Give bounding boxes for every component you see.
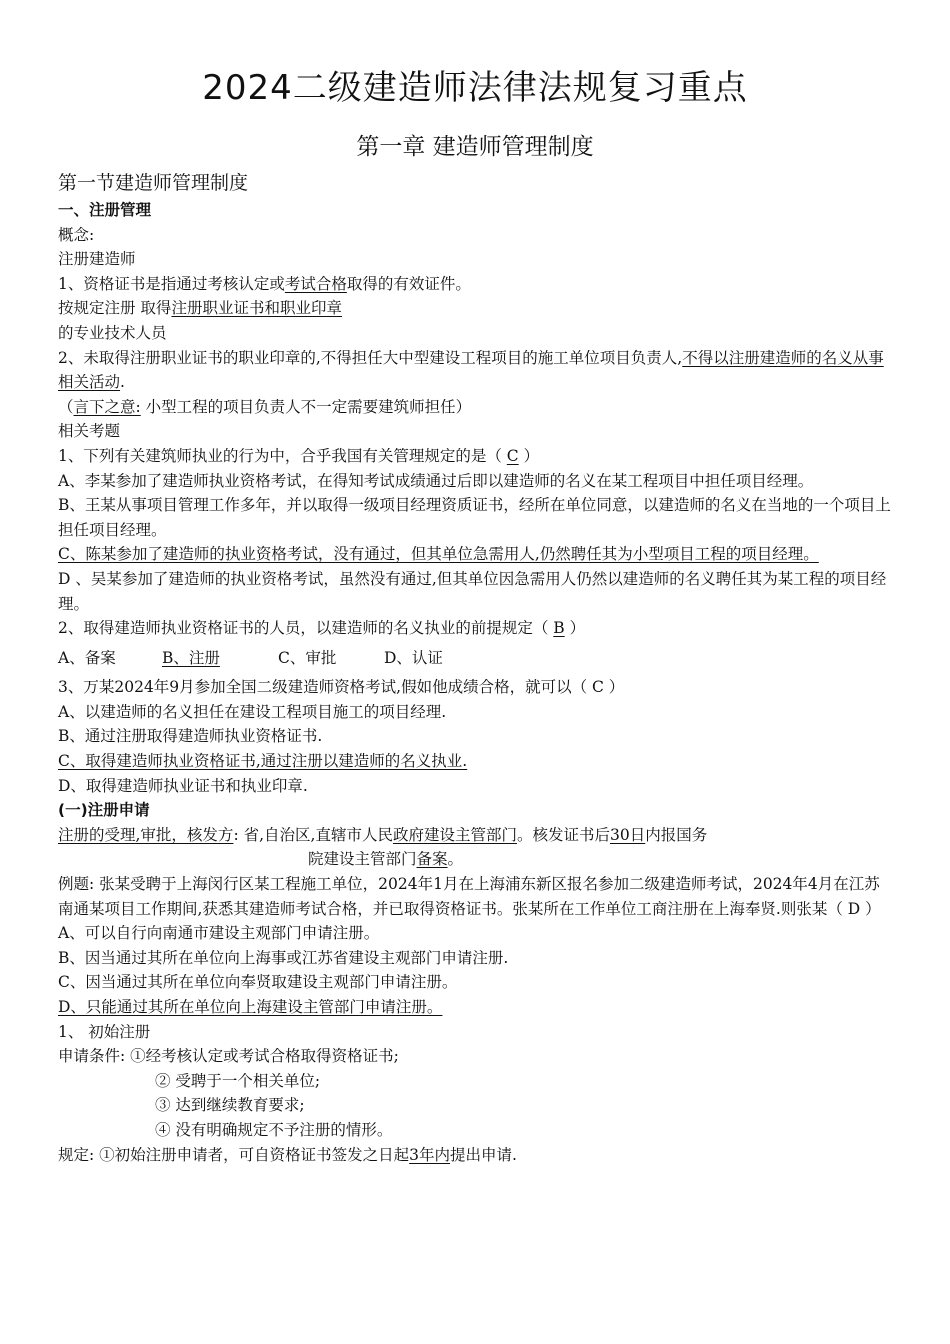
condition-4: ④ 没有明确规定不予注册的情形。: [155, 1120, 393, 1139]
chapter-heading: 第一章 建造师管理制度: [356, 134, 594, 160]
registration-rule: [58, 823, 894, 848]
question-3-option-c: C、取得建造师执业资格证书,通过注册以建造师的名义执业.: [58, 752, 468, 771]
text: 2、未取得注册职业证书的职业印章的,不得担任大中型建设工程项目的施工单位项目负责人,: [58, 348, 683, 367]
example-option-a: A、可以自行向南通市建设主观部门申请注册。: [58, 924, 380, 943]
question-1-option-c: C、陈某参加了建造师的执业资格考试，没有通过，但其单位急需用人,仍然聘任其为小型项目工程的项目经理。: [58, 545, 819, 564]
underlined-text: 备案: [416, 850, 448, 869]
text: 规定: ①初始注册申请者，可自资格证书签发之日起: [58, 1145, 410, 1164]
text: （: [58, 397, 74, 416]
underlined-text: 考试合格: [284, 274, 347, 293]
concept-term: 注册建造师: [58, 250, 136, 269]
text: 按规定注册 取得: [58, 299, 172, 318]
underlined-text: 注册的受理,审批，核发方: [58, 825, 234, 844]
condition-label: 申请条件:: [58, 1047, 131, 1066]
question-1-option-b: B、王某从事项目管理工作多年，并以取得一级项目经理资质证书，经所在单位同意，以建造师的名义在当地的一个项目上担任项目经理。: [58, 496, 891, 539]
text: 。核发证书后: [516, 825, 610, 844]
option-a: A、备案: [58, 648, 116, 667]
question-1-stem: [58, 444, 894, 469]
text: 内报国务: [645, 825, 708, 844]
text: 取得的有效证件。: [346, 274, 471, 293]
document-title: 2024二级建造师法律法规复习重点: [202, 68, 748, 108]
subsection-heading: 一、注册管理: [58, 201, 152, 219]
answer: C: [506, 446, 519, 465]
example-stem: 例题: 张某受聘于上海闵行区某工程施工单位，2024年1月在上海浦东新区报名参加二级建造师考试，2024年4月在江苏南通某项目工作期间,获悉其建造师考试合格，并已取得资格证书。张某所在工作单位工商注册在上海奉贤.则张某（ D ）: [58, 875, 881, 918]
paragraph-2: [58, 296, 894, 321]
paragraph-1: [58, 272, 894, 297]
paragraph-5: [58, 395, 894, 420]
underlined-text: 30日: [609, 825, 646, 844]
text: : 省,自治区,直辖市人民: [233, 825, 393, 844]
paragraph-3: 的专业技术人员: [58, 323, 167, 342]
question-1-option-a: A、李某参加了建造师执业资格考试，在得知考试成绩通过后即以建造师的名义在某工程项目中担任项目经理。: [58, 471, 814, 490]
text: 院建设主管部门: [308, 850, 417, 869]
concept-label: 概念:: [58, 225, 95, 244]
question-2-stem: [58, 616, 894, 641]
text: .: [120, 373, 125, 392]
text: 2、取得建造师执业资格证书的人员，以建造师的名义执业的前提规定（: [58, 619, 554, 638]
example-option-c: C、因当通过其所在单位向奉贤取建设主观部门申请注册。: [58, 973, 458, 992]
text: 。: [447, 850, 464, 869]
option-c: C、审批: [278, 648, 337, 667]
answer: B: [553, 619, 565, 638]
text: 1、资格证书是指通过考核认定或: [58, 274, 285, 293]
initial-registration-heading: 1、 初始注册: [58, 1022, 151, 1041]
example-option-d: D、只能通过其所在单位向上海建设主管部门申请注册。: [58, 998, 443, 1016]
option-b: B、注册: [162, 648, 220, 667]
related-questions-label: 相关考题: [58, 422, 121, 441]
underlined-text: 不得以注册建造师的名义从事相关活动: [58, 348, 884, 392]
question-3-option-a: A、以建造师的名义担任在建设工程项目施工的项目经理.: [58, 702, 447, 721]
option-d: D、认证: [384, 648, 443, 667]
section-heading: 第一节建造师管理制度: [58, 172, 249, 194]
question-2-options: [58, 646, 894, 671]
subsection-heading-2: (一)注册申请: [58, 801, 150, 820]
text: 小型工程的项目负责人不一定需要建筑师担任）: [140, 397, 472, 416]
underlined-text: 3年内: [409, 1145, 451, 1164]
text: 1、下列有关建筑师执业的行为中，合乎我国有关管理规定的是（: [58, 446, 507, 465]
registration-rule-cont: [58, 847, 894, 872]
question-1-option-d: D 、吴某参加了建造师的执业资格考试，虽然没有通过,但其单位因急需用人仍然以建造师的名义聘任其为某工程的项目经理。: [58, 569, 887, 613]
text: 提出申请.: [450, 1145, 517, 1164]
condition-1: [58, 1044, 894, 1069]
condition-text: ①经考核认定或考试合格取得资格证书;: [130, 1047, 399, 1066]
document-body: [58, 168, 894, 1167]
question-3-option-d: D、取得建造师执业证书和执业印章.: [58, 776, 308, 795]
condition-3: ③ 达到继续教育要求;: [155, 1096, 305, 1115]
question-3-option-b: B、通过注册取得建造师执业资格证书.: [58, 727, 323, 746]
underlined-text: 言下之意:: [73, 397, 141, 416]
text: ）: [518, 446, 540, 465]
underlined-text: 政府建设主管部门: [392, 825, 517, 844]
example-option-b: B、因当通过其所在单位向上海事或江苏省建设主观部门申请注册.: [58, 948, 509, 967]
condition-2: ② 受聘于一个相关单位;: [155, 1071, 321, 1090]
text: ）: [564, 619, 586, 638]
question-3-stem: 3、万某2024年9月参加全国二级建造师资格考试,假如他成绩合格，就可以（ C ）: [58, 678, 625, 697]
underlined-text: 注册职业证书和职业印章: [171, 299, 342, 318]
paragraph-4: [58, 346, 894, 395]
rule-paragraph: [58, 1143, 894, 1168]
